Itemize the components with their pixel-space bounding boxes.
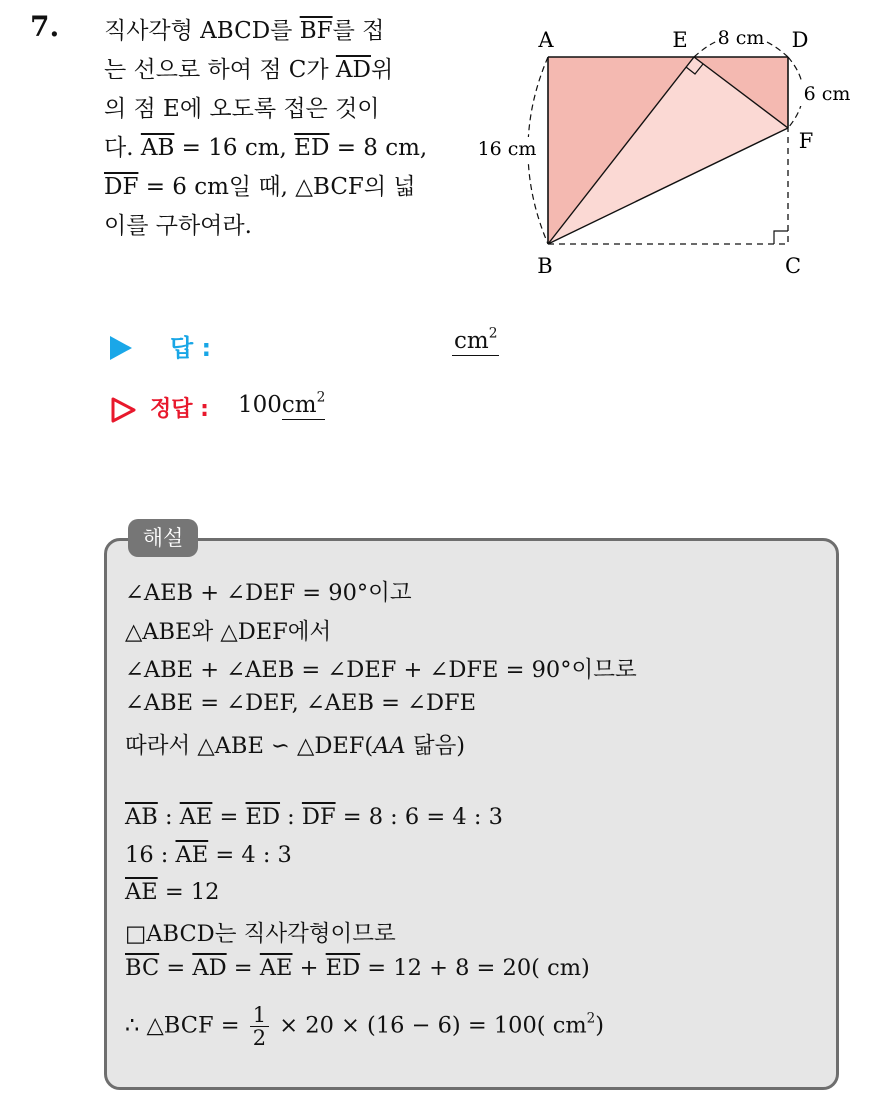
question-line-5: $\overline{DF} = 6$ cm일 때, △BCF의 넓 xyxy=(104,174,416,200)
fraction-one-half: $\frac{1}{2}$ xyxy=(250,1004,269,1049)
point-label-c: C xyxy=(784,254,802,278)
solution-line-4: ∠ABE = ∠DEF, ∠AEB = ∠DFE xyxy=(125,690,477,716)
solution-line-2: △ABE와 △DEF에서 xyxy=(125,619,332,645)
rectangle-fold-figure xyxy=(468,18,868,288)
solution-line-5: 따라서 △ABE ∽ △DEF(AA 닮음) xyxy=(125,733,466,759)
outline-triangle-icon xyxy=(110,396,138,424)
answer-row xyxy=(110,325,530,368)
correct-answer-value: $100cm^2$ xyxy=(238,389,326,418)
answer-blank[interactable]: $cm^2$ xyxy=(454,325,498,354)
length-label-ab: 16 cm xyxy=(477,138,537,160)
length-label-ed: 8 cm xyxy=(717,27,765,49)
right-angle-mark-c xyxy=(774,231,788,244)
point-label-d: D xyxy=(791,28,809,52)
point-label-f: F xyxy=(798,129,814,153)
solution-tab: 해설 xyxy=(128,519,198,557)
solution-line-9: □ABCD는 직사각형이므로 xyxy=(125,921,396,947)
solution-line-7: 16 : $\overline{AE} = 4$ : 3 xyxy=(125,842,292,868)
solution-line-6: $\overline{AB}$ : $\overline{AE} = \overline{ED}$ : $\overline{DF} = 8$ : 6 = 4 : 3 xyxy=(125,804,503,830)
correct-answer-row xyxy=(110,390,530,430)
play-triangle-icon xyxy=(110,336,132,360)
question-text xyxy=(104,12,449,246)
solution-line-11: ∴ △BCF = $\frac{1}{2}$ × 20 × (16 − 6) = 100( $cm^2$) xyxy=(125,1003,605,1050)
question-line-4: 다. $\overline{AB} = 16$ cm, $\overline{ED} = 8$ cm, xyxy=(104,135,428,161)
point-label-a: A xyxy=(538,28,554,52)
question-line-3: 의 점 E에 오도록 접은 것이 xyxy=(104,96,380,122)
question-line-6: 이를 구하여라. xyxy=(104,213,252,239)
solution-line-3: ∠ABE + ∠AEB = ∠DEF + ∠DFE = 90°이므로 xyxy=(125,657,637,683)
question-line-2: 는 선으로 하여 점 C가 $\overline{AD}$위 xyxy=(104,57,394,83)
correct-answer-label: 정답 : xyxy=(150,397,209,422)
answer-label: 답 : xyxy=(170,334,212,362)
solution-line-1: ∠AEB + ∠DEF = 90°이고 xyxy=(125,580,412,606)
question-number: 7. xyxy=(30,10,60,43)
solution-line-10: $\overline{BC} = \overline{AD} = \overline{AE} + \overline{ED} = 12 + 8 = 20$( cm) xyxy=(125,955,590,981)
point-label-b: B xyxy=(537,254,553,278)
length-label-df: 6 cm xyxy=(803,83,851,105)
solution-line-8: $\overline{AE} = 12$ xyxy=(125,879,220,905)
question-line-1: 직사각형 ABCD를 $\overline{BF}$를 접 xyxy=(104,18,385,44)
point-label-e: E xyxy=(672,28,688,52)
